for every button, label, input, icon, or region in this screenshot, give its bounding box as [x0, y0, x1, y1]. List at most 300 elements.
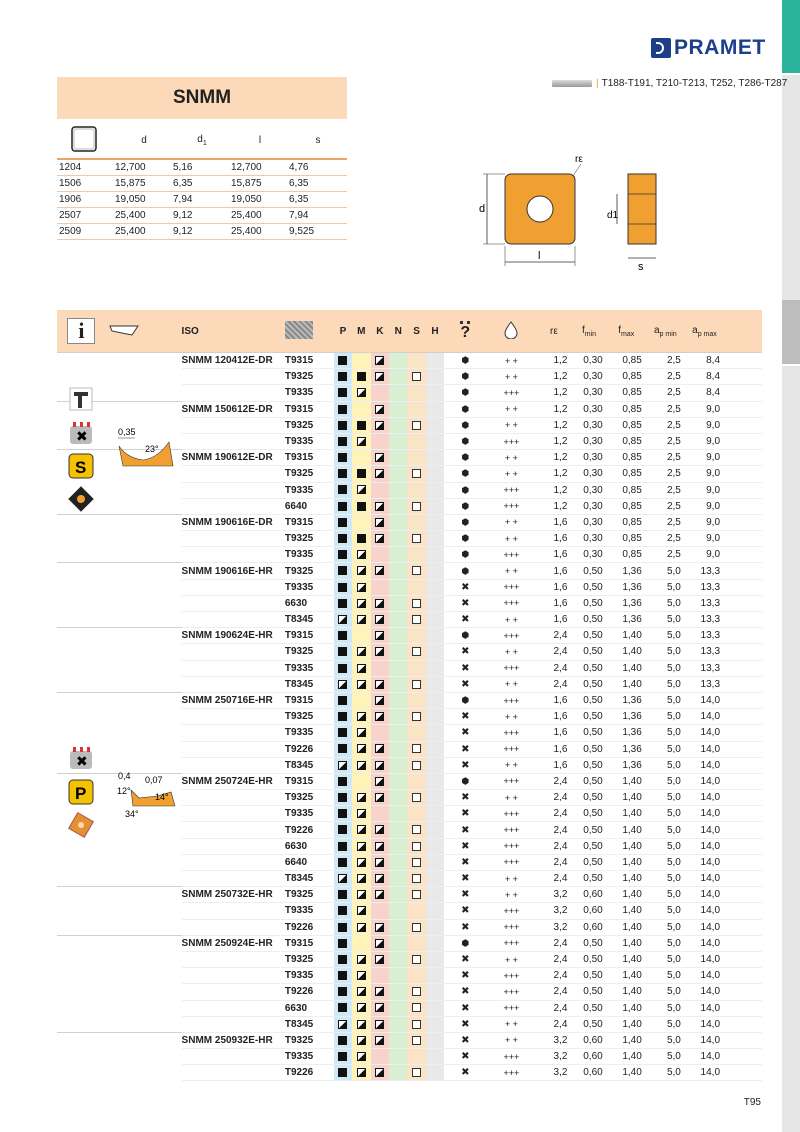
material-cell — [407, 790, 425, 806]
spacer-cell — [57, 1065, 106, 1081]
chipbreaker-x-icon: ✖ — [444, 903, 486, 919]
material-cell — [389, 450, 407, 466]
table-row — [57, 951, 762, 967]
material-cell — [407, 385, 425, 401]
corner-radius: 2,4 — [536, 871, 571, 887]
depth-min: 5,0 — [646, 773, 685, 789]
svg-text:S: S — [75, 458, 87, 477]
material-cell — [426, 1016, 444, 1032]
material-cell — [426, 919, 444, 935]
table-row — [57, 385, 762, 401]
material-cell — [426, 725, 444, 741]
material-cell — [352, 1016, 370, 1032]
material-cell — [426, 1032, 444, 1048]
suitability-half-icon — [375, 825, 384, 834]
depth-min: 5,0 — [646, 757, 685, 773]
material-cell — [352, 433, 370, 449]
suitability-full-icon — [338, 939, 347, 948]
dim-header-s: s — [289, 122, 347, 159]
material-cell — [407, 353, 425, 369]
depth-max: 14,0 — [685, 1032, 724, 1048]
corner-radius: 1,6 — [536, 692, 571, 708]
spacer-cell — [724, 984, 762, 1000]
spacer-cell — [57, 1049, 106, 1065]
coolant-drop-icon — [486, 310, 536, 353]
depth-max: 14,0 — [685, 984, 724, 1000]
coolant-rating: + + — [486, 514, 536, 530]
coolant-rating: +++ — [486, 741, 536, 757]
coolant-rating: + + — [486, 417, 536, 433]
spacer-cell — [724, 919, 762, 935]
page-title: SNMM — [57, 77, 347, 119]
feed-min: 0,50 — [571, 951, 606, 967]
grade: T9315 — [285, 628, 334, 644]
corner-radius: 3,2 — [536, 1032, 571, 1048]
grade: T9335 — [285, 903, 334, 919]
suitability-half-icon — [357, 1003, 366, 1012]
spacer-cell — [724, 676, 762, 692]
feed-min: 0,60 — [571, 887, 606, 903]
suitability-half-icon — [375, 955, 384, 964]
spacer-cell — [106, 531, 182, 547]
spacer-cell — [106, 628, 182, 644]
chipbreaker-b-icon: ⬢ — [444, 692, 486, 708]
spacer-cell — [57, 563, 106, 579]
grade: T9226 — [285, 741, 334, 757]
material-cell — [334, 773, 352, 789]
chipbreaker-b-icon: ⬢ — [444, 514, 486, 530]
table-row — [57, 595, 762, 611]
suitability-empty-icon — [412, 825, 421, 834]
material-cell — [352, 1032, 370, 1048]
material-cell — [352, 838, 370, 854]
feed-min: 0,50 — [571, 563, 606, 579]
spacer-cell — [724, 450, 762, 466]
spacer-cell — [106, 1049, 182, 1065]
depth-max: 9,0 — [685, 498, 724, 514]
grade: T9325 — [285, 563, 334, 579]
material-cell — [334, 628, 352, 644]
material-cell — [407, 725, 425, 741]
material-cell — [371, 514, 389, 530]
spacer-cell — [57, 676, 106, 692]
dim-value: 15,875 — [231, 176, 289, 192]
coolant-rating: +++ — [486, 628, 536, 644]
material-cell — [389, 1016, 407, 1032]
material-cell — [426, 579, 444, 595]
depth-min: 5,0 — [646, 563, 685, 579]
depth-min: 5,0 — [646, 660, 685, 676]
spacer-cell — [106, 903, 182, 919]
spacer-cell — [724, 709, 762, 725]
depth-min: 5,0 — [646, 709, 685, 725]
material-cell — [389, 919, 407, 935]
spacer-cell — [106, 595, 182, 611]
feed-min: 0,50 — [571, 806, 606, 822]
suitability-half-icon — [375, 680, 384, 689]
table-row — [57, 854, 762, 870]
feed-min: 0,50 — [571, 676, 606, 692]
suitability-full-icon — [338, 987, 347, 996]
feed-min: 0,30 — [571, 482, 606, 498]
corner-radius: 2,4 — [536, 854, 571, 870]
side-tab-section[interactable] — [782, 300, 800, 366]
chipbreaker-x-icon: ✖ — [444, 595, 486, 611]
dim-code: 2507 — [57, 208, 115, 224]
grade: T9325 — [285, 709, 334, 725]
iso-code — [182, 709, 285, 725]
depth-max: 13,3 — [685, 612, 724, 628]
feed-max: 1,40 — [607, 968, 646, 984]
depth-min: 5,0 — [646, 838, 685, 854]
suitability-half-icon — [357, 1036, 366, 1045]
material-cell — [334, 466, 352, 482]
depth-min: 5,0 — [646, 725, 685, 741]
material-cell — [426, 401, 444, 417]
feed-max: 0,85 — [607, 369, 646, 385]
feed-min: 0,60 — [571, 1032, 606, 1048]
coolant-rating: + + — [486, 871, 536, 887]
suitability-half-icon — [357, 987, 366, 996]
depth-max: 14,0 — [685, 806, 724, 822]
coolant-rating: +++ — [486, 433, 536, 449]
suitability-half-icon — [375, 874, 384, 883]
table-row — [57, 935, 762, 951]
header-re: rε — [536, 310, 571, 353]
suitability-half-icon — [357, 874, 366, 883]
material-cell — [371, 887, 389, 903]
table-row — [57, 369, 762, 385]
material-cell — [371, 1049, 389, 1065]
material-cell — [334, 984, 352, 1000]
material-cell — [407, 838, 425, 854]
table-row — [57, 709, 762, 725]
side-tab-active[interactable] — [782, 0, 800, 75]
feed-min: 0,60 — [571, 903, 606, 919]
chipbreaker-x-icon: ✖ — [444, 676, 486, 692]
chipbreaker-x-icon: ✖ — [444, 612, 486, 628]
suitability-full-icon — [338, 858, 347, 867]
chip2-b: 0,07 — [145, 775, 163, 785]
iso-code — [182, 547, 285, 563]
table-row — [57, 692, 762, 708]
material-cell — [426, 984, 444, 1000]
spacer-cell — [57, 531, 106, 547]
iso-code — [182, 433, 285, 449]
material-cell — [371, 692, 389, 708]
material-cell — [407, 612, 425, 628]
suitability-half-icon — [357, 664, 366, 673]
suitability-empty-icon — [412, 1068, 421, 1077]
material-cell — [407, 935, 425, 951]
depth-max: 14,0 — [685, 773, 724, 789]
material-cell — [407, 822, 425, 838]
spacer-cell — [106, 644, 182, 660]
corner-radius: 1,2 — [536, 433, 571, 449]
material-cell — [371, 773, 389, 789]
depth-min: 5,0 — [646, 1049, 685, 1065]
info-icon[interactable]: i — [57, 310, 106, 353]
suitability-half-icon — [357, 971, 366, 980]
material-cell — [371, 903, 389, 919]
material-cell — [371, 660, 389, 676]
coolant-rating: +++ — [486, 1000, 536, 1016]
feed-max: 0,85 — [607, 401, 646, 417]
spacer-cell — [106, 1032, 182, 1048]
feed-max: 1,40 — [607, 773, 646, 789]
dim-value: 9,12 — [173, 224, 231, 240]
dim-value: 25,400 — [115, 224, 173, 240]
material-cell — [407, 1065, 425, 1081]
suitability-half-icon — [338, 761, 347, 770]
material-cell — [334, 887, 352, 903]
material-cell — [407, 709, 425, 725]
depth-min: 5,0 — [646, 1032, 685, 1048]
feed-max: 1,40 — [607, 903, 646, 919]
spacer-cell — [57, 1016, 106, 1032]
suitability-full-icon — [338, 566, 347, 575]
material-s-icon — [68, 453, 94, 484]
feed-max: 1,40 — [607, 1000, 646, 1016]
iso-code — [182, 790, 285, 806]
feed-min: 0,30 — [571, 450, 606, 466]
grade: T9335 — [285, 725, 334, 741]
depth-min: 5,0 — [646, 790, 685, 806]
spacer-cell — [724, 854, 762, 870]
corner-radius: 1,2 — [536, 482, 571, 498]
material-cell — [371, 595, 389, 611]
material-cell — [389, 854, 407, 870]
material-cell — [352, 660, 370, 676]
dim-code: 1204 — [57, 159, 115, 176]
suitability-empty-icon — [412, 842, 421, 851]
material-cell — [426, 692, 444, 708]
material-cell — [426, 757, 444, 773]
spacer-cell — [724, 1016, 762, 1032]
depth-min: 5,0 — [646, 806, 685, 822]
dim-row — [57, 224, 347, 240]
feed-min: 0,60 — [571, 1065, 606, 1081]
corner-radius: 1,6 — [536, 595, 571, 611]
dim-value: 9,525 — [289, 224, 347, 240]
spacer-cell — [724, 353, 762, 369]
corner-radius: 2,4 — [536, 644, 571, 660]
suitability-empty-icon — [412, 615, 421, 624]
suitability-half-icon — [357, 485, 366, 494]
depth-min: 2,5 — [646, 385, 685, 401]
depth-max: 14,0 — [685, 887, 724, 903]
spacer-cell — [106, 676, 182, 692]
iso-code — [182, 1000, 285, 1016]
suitability-empty-icon — [412, 744, 421, 753]
depth-min: 5,0 — [646, 579, 685, 595]
spacer-cell — [724, 628, 762, 644]
spacer-cell — [724, 887, 762, 903]
grade: T9226 — [285, 984, 334, 1000]
feed-max: 0,85 — [607, 466, 646, 482]
depth-min: 2,5 — [646, 433, 685, 449]
corner-radius: 1,2 — [536, 385, 571, 401]
material-cell — [389, 1049, 407, 1065]
material-cell — [352, 612, 370, 628]
chipbreaker-hr-profile — [113, 770, 185, 822]
depth-min: 5,0 — [646, 644, 685, 660]
suitability-half-icon — [357, 1052, 366, 1061]
feed-min: 0,30 — [571, 353, 606, 369]
spacer-cell — [106, 401, 182, 417]
chip1-angle: 23° — [145, 444, 159, 454]
suitability-full-icon — [338, 534, 347, 543]
spacer-cell — [724, 466, 762, 482]
spacer-cell — [724, 514, 762, 530]
chipbreaker-x-icon: ✖ — [444, 806, 486, 822]
grade: 6630 — [285, 1000, 334, 1016]
spacer-cell — [724, 612, 762, 628]
depth-min: 5,0 — [646, 628, 685, 644]
iso-code — [182, 676, 285, 692]
coolant-rating: +++ — [486, 692, 536, 708]
chipbreaker-b-icon: ⬢ — [444, 433, 486, 449]
depth-max: 9,0 — [685, 401, 724, 417]
boring-operation-icon — [68, 386, 94, 417]
material-cell — [389, 369, 407, 385]
depth-max: 14,0 — [685, 903, 724, 919]
material-cell — [407, 1049, 425, 1065]
iso-code: SNMM 250732E-HR — [182, 887, 285, 903]
table-row — [57, 353, 762, 369]
spacer-cell — [106, 482, 182, 498]
material-cell — [389, 482, 407, 498]
suitability-half-icon — [357, 793, 366, 802]
material-cell — [389, 968, 407, 984]
feed-min: 0,50 — [571, 968, 606, 984]
material-cell — [426, 709, 444, 725]
material-cell — [407, 401, 425, 417]
chipbreaker-x-icon: ✖ — [444, 1016, 486, 1032]
depth-max: 9,0 — [685, 466, 724, 482]
iso-code — [182, 644, 285, 660]
material-cell — [334, 612, 352, 628]
material-cell — [352, 595, 370, 611]
depth-max: 14,0 — [685, 935, 724, 951]
material-cell — [352, 482, 370, 498]
suitability-half-icon — [375, 696, 384, 705]
material-cell — [426, 628, 444, 644]
chipbreaker-b-icon: ⬢ — [444, 531, 486, 547]
material-cell — [371, 482, 389, 498]
material-cell — [334, 725, 352, 741]
table-row — [57, 919, 762, 935]
spacer-cell — [106, 935, 182, 951]
coolant-rating: +++ — [486, 984, 536, 1000]
spacer-cell — [724, 903, 762, 919]
material-cell — [352, 1049, 370, 1065]
chip2-a: 0,4 — [118, 771, 131, 781]
chipbreaker-x-icon: ✖ — [444, 919, 486, 935]
material-cell — [334, 547, 352, 563]
corner-radius: 2,4 — [536, 822, 571, 838]
table-row — [57, 984, 762, 1000]
label-d: d — [479, 203, 486, 215]
iso-code — [182, 417, 285, 433]
material-cell — [371, 951, 389, 967]
material-cell — [407, 531, 425, 547]
material-cell — [426, 450, 444, 466]
material-cell — [426, 595, 444, 611]
depth-min: 5,0 — [646, 1000, 685, 1016]
dim-code: 1906 — [57, 192, 115, 208]
spacer-cell — [57, 709, 106, 725]
suitability-half-icon — [357, 583, 366, 592]
suitability-full-icon — [338, 1036, 347, 1045]
spacer-cell — [106, 854, 182, 870]
material-cell — [334, 676, 352, 692]
grade: T9325 — [285, 644, 334, 660]
depth-min: 2,5 — [646, 417, 685, 433]
spacer-cell — [57, 612, 106, 628]
suitability-full-icon — [338, 825, 347, 834]
material-cell — [389, 628, 407, 644]
depth-min: 2,5 — [646, 547, 685, 563]
header-k: K — [371, 310, 389, 353]
page-number: T95 — [743, 1097, 761, 1108]
material-cell — [352, 547, 370, 563]
grade: T8345 — [285, 1016, 334, 1032]
spacer-cell — [106, 385, 182, 401]
table-row — [57, 741, 762, 757]
material-cell — [407, 1000, 425, 1016]
dim-value: 15,875 — [115, 176, 173, 192]
material-cell — [334, 563, 352, 579]
table-row — [57, 676, 762, 692]
material-cell — [352, 725, 370, 741]
suitability-half-icon — [357, 890, 366, 899]
material-cell — [389, 822, 407, 838]
feed-max: 1,40 — [607, 1016, 646, 1032]
material-cell — [389, 1065, 407, 1081]
depth-min: 2,5 — [646, 369, 685, 385]
spacer-cell — [724, 498, 762, 514]
header-h: H — [426, 310, 444, 353]
material-cell — [389, 887, 407, 903]
depth-max: 9,0 — [685, 417, 724, 433]
chipbreaker-dr-profile — [113, 420, 183, 475]
depth-min: 5,0 — [646, 935, 685, 951]
suitability-full-icon — [338, 890, 347, 899]
corner-radius: 3,2 — [536, 1049, 571, 1065]
corner-radius: 3,2 — [536, 1065, 571, 1081]
suitability-full-icon — [357, 421, 366, 430]
material-cell — [352, 903, 370, 919]
corner-radius: 2,4 — [536, 1000, 571, 1016]
material-cell — [407, 369, 425, 385]
material-cell — [352, 741, 370, 757]
depth-min: 2,5 — [646, 353, 685, 369]
coolant-rating: +++ — [486, 806, 536, 822]
spacer-cell — [106, 1065, 182, 1081]
coolant-rating: + + — [486, 887, 536, 903]
insert-shape-icon — [57, 122, 115, 159]
material-cell — [426, 935, 444, 951]
suitability-half-icon — [357, 825, 366, 834]
chipbreaker-b-icon: ⬢ — [444, 773, 486, 789]
material-cell — [371, 1065, 389, 1081]
corner-radius: 1,6 — [536, 757, 571, 773]
feed-max: 0,85 — [607, 433, 646, 449]
chipbreaker-x-icon: ✖ — [444, 725, 486, 741]
suitability-full-icon — [338, 1052, 347, 1061]
spacer-cell — [724, 790, 762, 806]
